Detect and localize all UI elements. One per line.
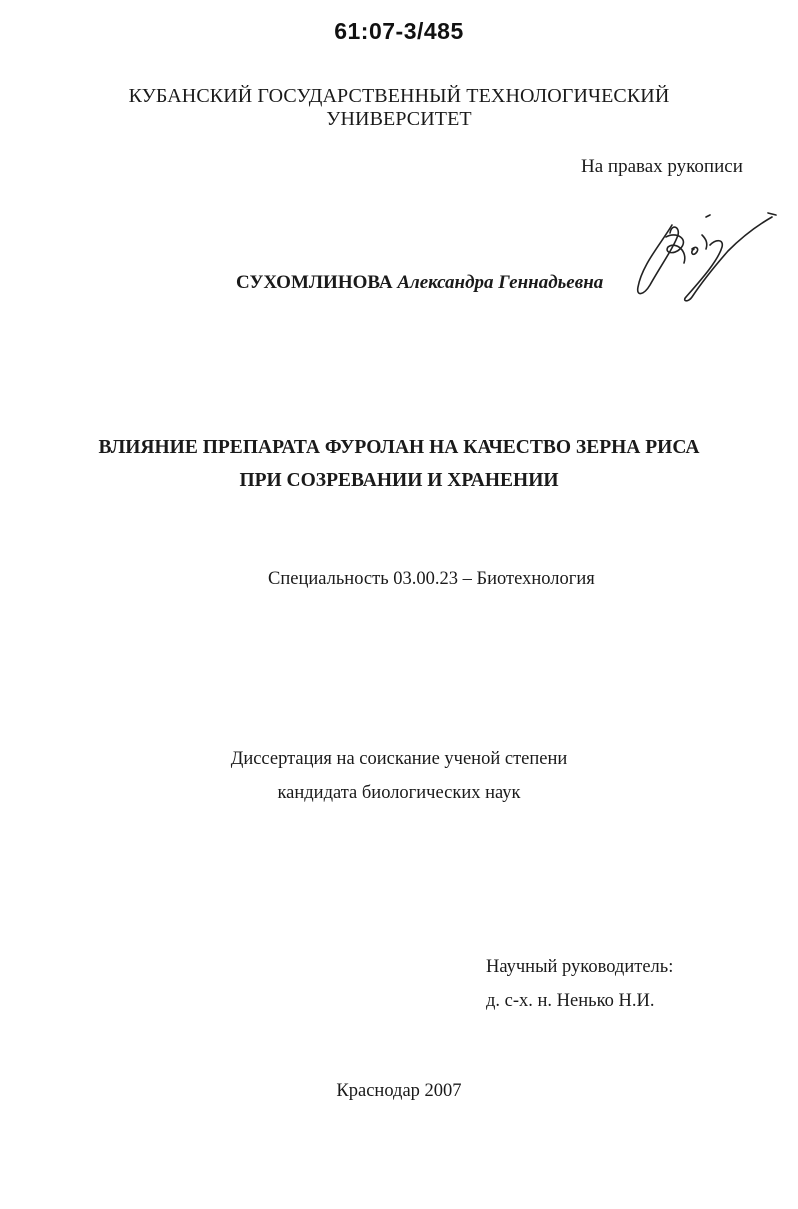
- title-line-2: ПРИ СОЗРЕВАНИИ И ХРАНЕНИИ: [239, 470, 559, 491]
- manuscript-note: На правах рукописи: [581, 156, 743, 177]
- city-year: Краснодар 2007: [336, 1081, 462, 1101]
- author-given-names: Александра Геннадьевна: [397, 272, 604, 293]
- university-name-line-2: УНИВЕРСИТЕТ: [326, 108, 472, 130]
- author-name: [236, 272, 603, 294]
- title-line-1: ВЛИЯНИЕ ПРЕПАРАТА ФУРОЛАН НА КАЧЕСТВО ЗЕРНА РИСА: [98, 437, 700, 458]
- dissertation-title: [0, 431, 798, 497]
- advisor-name: д. с-х. н. Ненько Н.И.: [486, 991, 655, 1011]
- university-name-line-1: КУБАНСКИЙ ГОСУДАРСТВЕННЫЙ ТЕХНОЛОГИЧЕСКИЙ: [128, 85, 670, 107]
- handwritten-signature: [630, 205, 780, 305]
- specialty: Специальность 03.00.23 – Биотехнология: [268, 569, 595, 589]
- scientific-advisor: [486, 950, 673, 1018]
- advisor-label: Научный руководитель:: [486, 957, 674, 977]
- degree-line-1: Диссертация на соискание ученой степени: [230, 749, 568, 769]
- university-name: [0, 85, 798, 131]
- dissertation-degree: [0, 742, 798, 810]
- degree-line-2: кандидата биологических наук: [277, 783, 521, 803]
- author-surname: СУХОМЛИНОВА: [236, 272, 393, 293]
- shelfmark-stamp: 61:07-3/485: [334, 18, 464, 44]
